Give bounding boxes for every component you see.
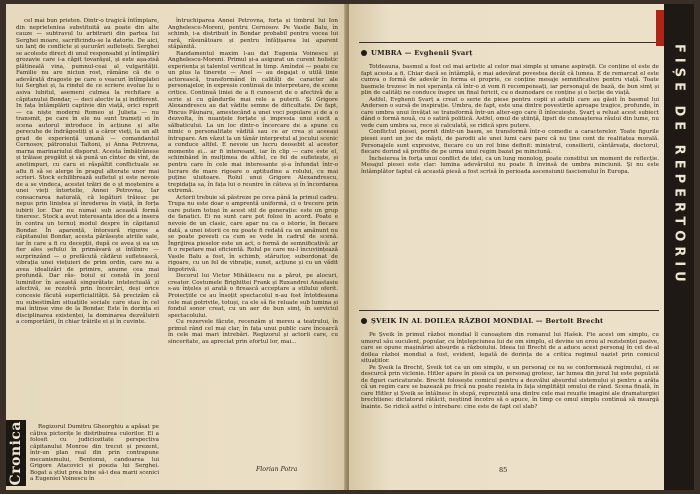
left-page xyxy=(6,4,346,490)
svejk-body xyxy=(361,332,659,482)
left-column-2 xyxy=(168,18,338,458)
section-label-fise: FIȘE DE REPERTORIU xyxy=(671,44,687,287)
bullet-icon xyxy=(361,318,367,324)
section-label-band xyxy=(6,420,26,486)
repertoire-band xyxy=(664,4,694,490)
left-col2-paragraph: Cu rezervele făcute, recenzăm și mereu a teatrului, în primul rând cel mai clar, în fața unui public care încearcă în cele mai mari întrebări. Regizorul și actorii care, cu sinceritate, au apreciat prin efortul lor, mai... xyxy=(168,319,338,345)
svejk-title: ȘVEIK ÎN AL DOILEA RĂZBOI MONDIAL — Bertolt Brecht xyxy=(371,317,604,325)
page-number: 85 xyxy=(499,466,508,474)
section-label-cronica: Cronica xyxy=(8,420,24,486)
left-col1-paragraph: cel mai bun prieten. Dintr-o tragică întîmplare, din neprieteniea substituită au poate din alte cauze — subtravul lu arbitrarii din partea lui Serghei moare, sacrificindu-se la datorie. De aici, un lanț de conflicte și șucurări sufletești. Serghei se acoleste direct di unul responsabil și întîmplări grozavie care i-a căpit tovarăşul, și este așa-zisă plătineală vina, pumnul-ceai al vulgarității. Familie nu are niciun rost, rămâne că de o adevărată dragoste pe care o veacuri întîmplatei lui Serghei și, la rindul de ce scriere evolue lu o asiva lubitul, asemeni culmea la rechitare a căpitanului Bondar, — deci alectiv la și indiferent. In fața întâmplării captivie din viață, orici reprit — ca niște moderni Romeo și Julieta — nu transmit, pe care în ele nu sunt trameți ei în scena autorul introduce în acțiune și alte perecuhe de îndrăgostiți și a căror vieți, la un alt grad de experiență umană — comandantul Cernosov, pătronului Taltoni, și Anna Petrovna, marna marinariului disporut. Acesta îmbătrânese și trăiase pregătit și să pună un cîntec de vînt, de anotimpuri, cu caru ei răspâltit conflictuale se aflu fi să se alerge în pragul alterate unor mai scrieri. Stock echilibrează sufletul și este nevoie de a se vindeca, acestei trăiri de o șt moștenire a unei vieți întortelie, Annei Petrovna, Iar consacrarea naturală, că legături trăiesc pe nepus prin liniștea și înrederea în viață, în forța iubirii lor. Dar nu numai sub această formă tineresc. Stock a avut interesanta idee de a insera în contra un ternuț modul despre în căpitanul Bondar. În aparență, întorsură riguros a căpitanului Bondar, acesta părăsește atriile sale, iar în care a fi cu decepții, după ce avea și ea un fier ales șefului în primăvară și întîlnire — surprinzând — o prefăcută cădărui sufletească, vibrația unei viețuieri de prim ordin, care nu a avea idealizări de primire, anume cea mai profundă. Dar răs- boiul ei constă în jocul luminilor în această singurătate intelectuală și afectivă, se rezolvă prin încercări, deși orice concesie făcută superficialității. Să precizăm că nu subestimăm situațiile sociale care stau în cel mai întinse vine de la Bondar. Este în dorința ei disciplinarea existenței, la dominarea dezvăluirii a comportării, în chiar trăirile ei și în cuvinte. xyxy=(16,18,159,326)
umbra-paragraph: Astfel, Evghenii Șvarț a creat o serie de piese pentru copii și adulți care au găsit în basmul lui Andersen o sursă de inspirație. Umbra, de fapt, este una dintre povestirile aproape tragice, profunde, în care umbra unui învățat se transformă într-un alter-ego care îl înlocuiește. Șvarț a reluat acest subiect dând o formă nouă, cu o satiră politică. Astfel, omul de știință, lipsit de cunoașterea răului din lume, nu vede cum umbra sa, rece și calculată, se ridică spre putere. xyxy=(361,96,659,129)
left-column-1-lower xyxy=(30,424,159,483)
left-col2-paragraph: Randamentul maxim l-au dat Eugenia Voinescu și Anghelescu-Moreni. Primul și-a asigurat un curent holistic experiența și talentul verificat în timp. Amîndoi — poate cu un plus la tinerețe — Anel — au degajat o utilă linie actorească, transformând în calități de caracter ale personajelor, în expresie continuă de interpretare, de scene critice. Continuă liniei de a fi cunoscut de o afectivă de a scrie și cu gândurile mai rele a puterii. Și Grigore Alexandrescu au dat vădite semne de dificultate. De fapt, Pincus Păunaru, amestecând a unei voci populare și de a o dezvolta, în nuanțele forțate și impresia unui sucit a sălbaticului. La un loc dintr-o încercare de a spune cu nimic o personalitate vădită sau ce ar crea și aceeași întrupare. Am văzut la un tânăr interpretul al jocului scenic a conduce altfel. E nevoie un lucru deosebit al acestor momente și... ar fi interesant, iar în clip — care este el, schimbând în mulțimea de altfel, ce fel de sufletește, și pentru care în cele mai interesante și-a înfundat într-o lucrare de mare rigoare o aptitudine a rolului, cu mai puține uluitoare. Rolul unui Grigore Alexandrescu, trepidația sa, în fața lui o reunire în câteva și în încordarea extremă. xyxy=(168,50,338,195)
umbra-paragraph: Totdeauna, basmul a fost cel mai artistic al celor mai simple și umane aspirații. Ce conține el este de fapt acesta a fi. Chiar dacă se întâmplă, e mai adevărat povestea decât că lumea. E de remarcat el este cumva o formă de adevăr în forma ei proprie, ce conține mesaje semnificative pentru viață. Toate basmele trezesc în noi speranța că într-o zi vom fi recompensați, iar personajul de bază, de bun simț și plin de calități ne conduce înspre un final fericit, cu o deznodare ce conține și o lecție de viață. xyxy=(361,64,659,97)
svejk-heading xyxy=(361,317,603,325)
umbra-title: UMBRA — Evghenii Șvarț xyxy=(371,49,473,57)
left-col2-paragraph: Actorii trebuie să păstreze pe ceva până la primul cadru. Trupa nu este doar o amprentă uniformă, ci o trecere prin care putem totuși în acest stil de generație: este un grup de fanatici. Ei nu sunt care pot folosi în acord. Poate e nevoie de un clasic, care apar nu ca o istorie, în fiecare dată, a unei istorii ce nu poate fi redată ca un amănunt nu se poate povesti ca cum se vede în cadrul de scenă. Îngrijirea pieselor este un act, o formă de semnificativă: ar fi o repetare mai eficientă. Rolul pe care nu-l încuviințează Vasile Balu a fost, în schimb, stăruitor, subordonat de rigoare, cu un fel de vibrație, sunet, acțiune și cu un vădit împotrivă. xyxy=(168,194,338,273)
red-bookmark-tab xyxy=(656,10,664,46)
right-page xyxy=(349,4,694,490)
umbra-heading xyxy=(361,49,473,57)
left-col2-paragraph: Decorul lui Victor Mihăilescu nu a părut, pe alocuri, creator. Costumele Brighittei Frank și Ruxandrei Anastasiu s-au înțeles și arată o firească acceptare a stilului oferit. Proiecțiile ce au însoțit spectacolul n-au fost întotdeauna cele mai potrivite, totuși, ca ele să fie reluate sub lumina și fondul sonor creat, cu un aer de bun simț, în serviciul spectacolului. xyxy=(168,273,338,319)
left-column-1 xyxy=(16,18,159,422)
bullet-icon xyxy=(361,50,367,56)
svejk-paragraph: Pe Șveik la Brecht, Șveik tot ca un om simplu, e un personaj ce nu se conformează regimului, ci se descurcă prin viclenie. Hitler apare în piesă ca un personaj grotesc, iar lumea din jurul lui este populată de figuri caricaturale. Brecht folosește comicul pentru a dezvălui absurdul sistemului și pentru a arăta că un regim care se bazează pe frică nu poate rezista în fața simplității omului de rând. Scena finală, în care Hitler și Șveik se întâlnesc în stepă, reprezintă una dintre cele mai reușite imagini ale dramaturgiei brechtiene: dictatorul rătăcit, neștiind încotro să o apuce, în timp ce omul simplu continuă să meargă înainte. Se ridică astfel o întrebare: cine este de fapt cel slab? xyxy=(361,364,659,411)
svejk-paragraph: Pe Șveik în primul război mondial îl cunoaștem din romanul lui Hašek. Fie acest om simplu, cu umorul său suculent, popular, cu înțelepciunea lui de om simplu, el devine un erou al rezistenței pasive, care se opune mașinăriei absurde a războiului. Ideea lui Brecht de a aduce acest personaj în cel de-al doilea război mondial a fost, evident, legată de dorința de a critica regimul nazist prin comicul situațiilor. xyxy=(361,332,659,365)
left-col1-paragraph: Regizorul Dumitru Gheorghiu a apăsat pe câțiva pictorițe le distribuirea culorilor. El a folosit cu judiciozitate perspectiva căpitanului Monroe din trecut și prezent, într-un plan real din prin contrapune mecanismului, Bentonui, candoarea lui Grigore Atacovici și poezia lui Serghei. Bogat a știut prea bine să-i dea marii scenici a Eugeniei Voinescu în xyxy=(30,424,159,483)
article-author: Florian Potra xyxy=(256,466,298,473)
umbra-paragraph: Conflictul piesei, pornit dintr-un basm, se transformă într-o comedie a caracterelor. Toate figurile piesei sunt un joc de măști, de parodii ale unei lumi care pare că nu ține cont de realitatea morală. Personajele sunt expresive, fiecare cu un rol bine definit: ministrul, consilierii, cântăreața, doctorul, fiecare dorind să profite de pe urma unui regim bazat pe minciună. xyxy=(361,129,659,156)
umbra-paragraph: Încheierea în forța unui conflict de idei, ca un lung monolog, poate constitui un moment de reflecție. Mesajul piesei este clar: lumina adevărului nu poate fi învinsă de umbra minciunii. Și nu este întâmplător faptul că această piesă a fost scrisă în perioada ascensiunii fascismului în Europa. xyxy=(361,155,659,175)
divider-rule xyxy=(359,42,659,43)
left-col2-paragraph: întruchiparea Annei Petrovna, forța și timbrul lui Ion Anghelescu-Moreni, pentru Cernosov. Pe Vasile Balu, în schimb, i-a distribuit în Bondar probabil pentru vocea lui rară, răsunătoare și pentru înfățișarea lui aparent stăpânită. xyxy=(168,18,338,51)
divider-rule xyxy=(359,310,659,311)
umbra-body xyxy=(361,64,659,310)
